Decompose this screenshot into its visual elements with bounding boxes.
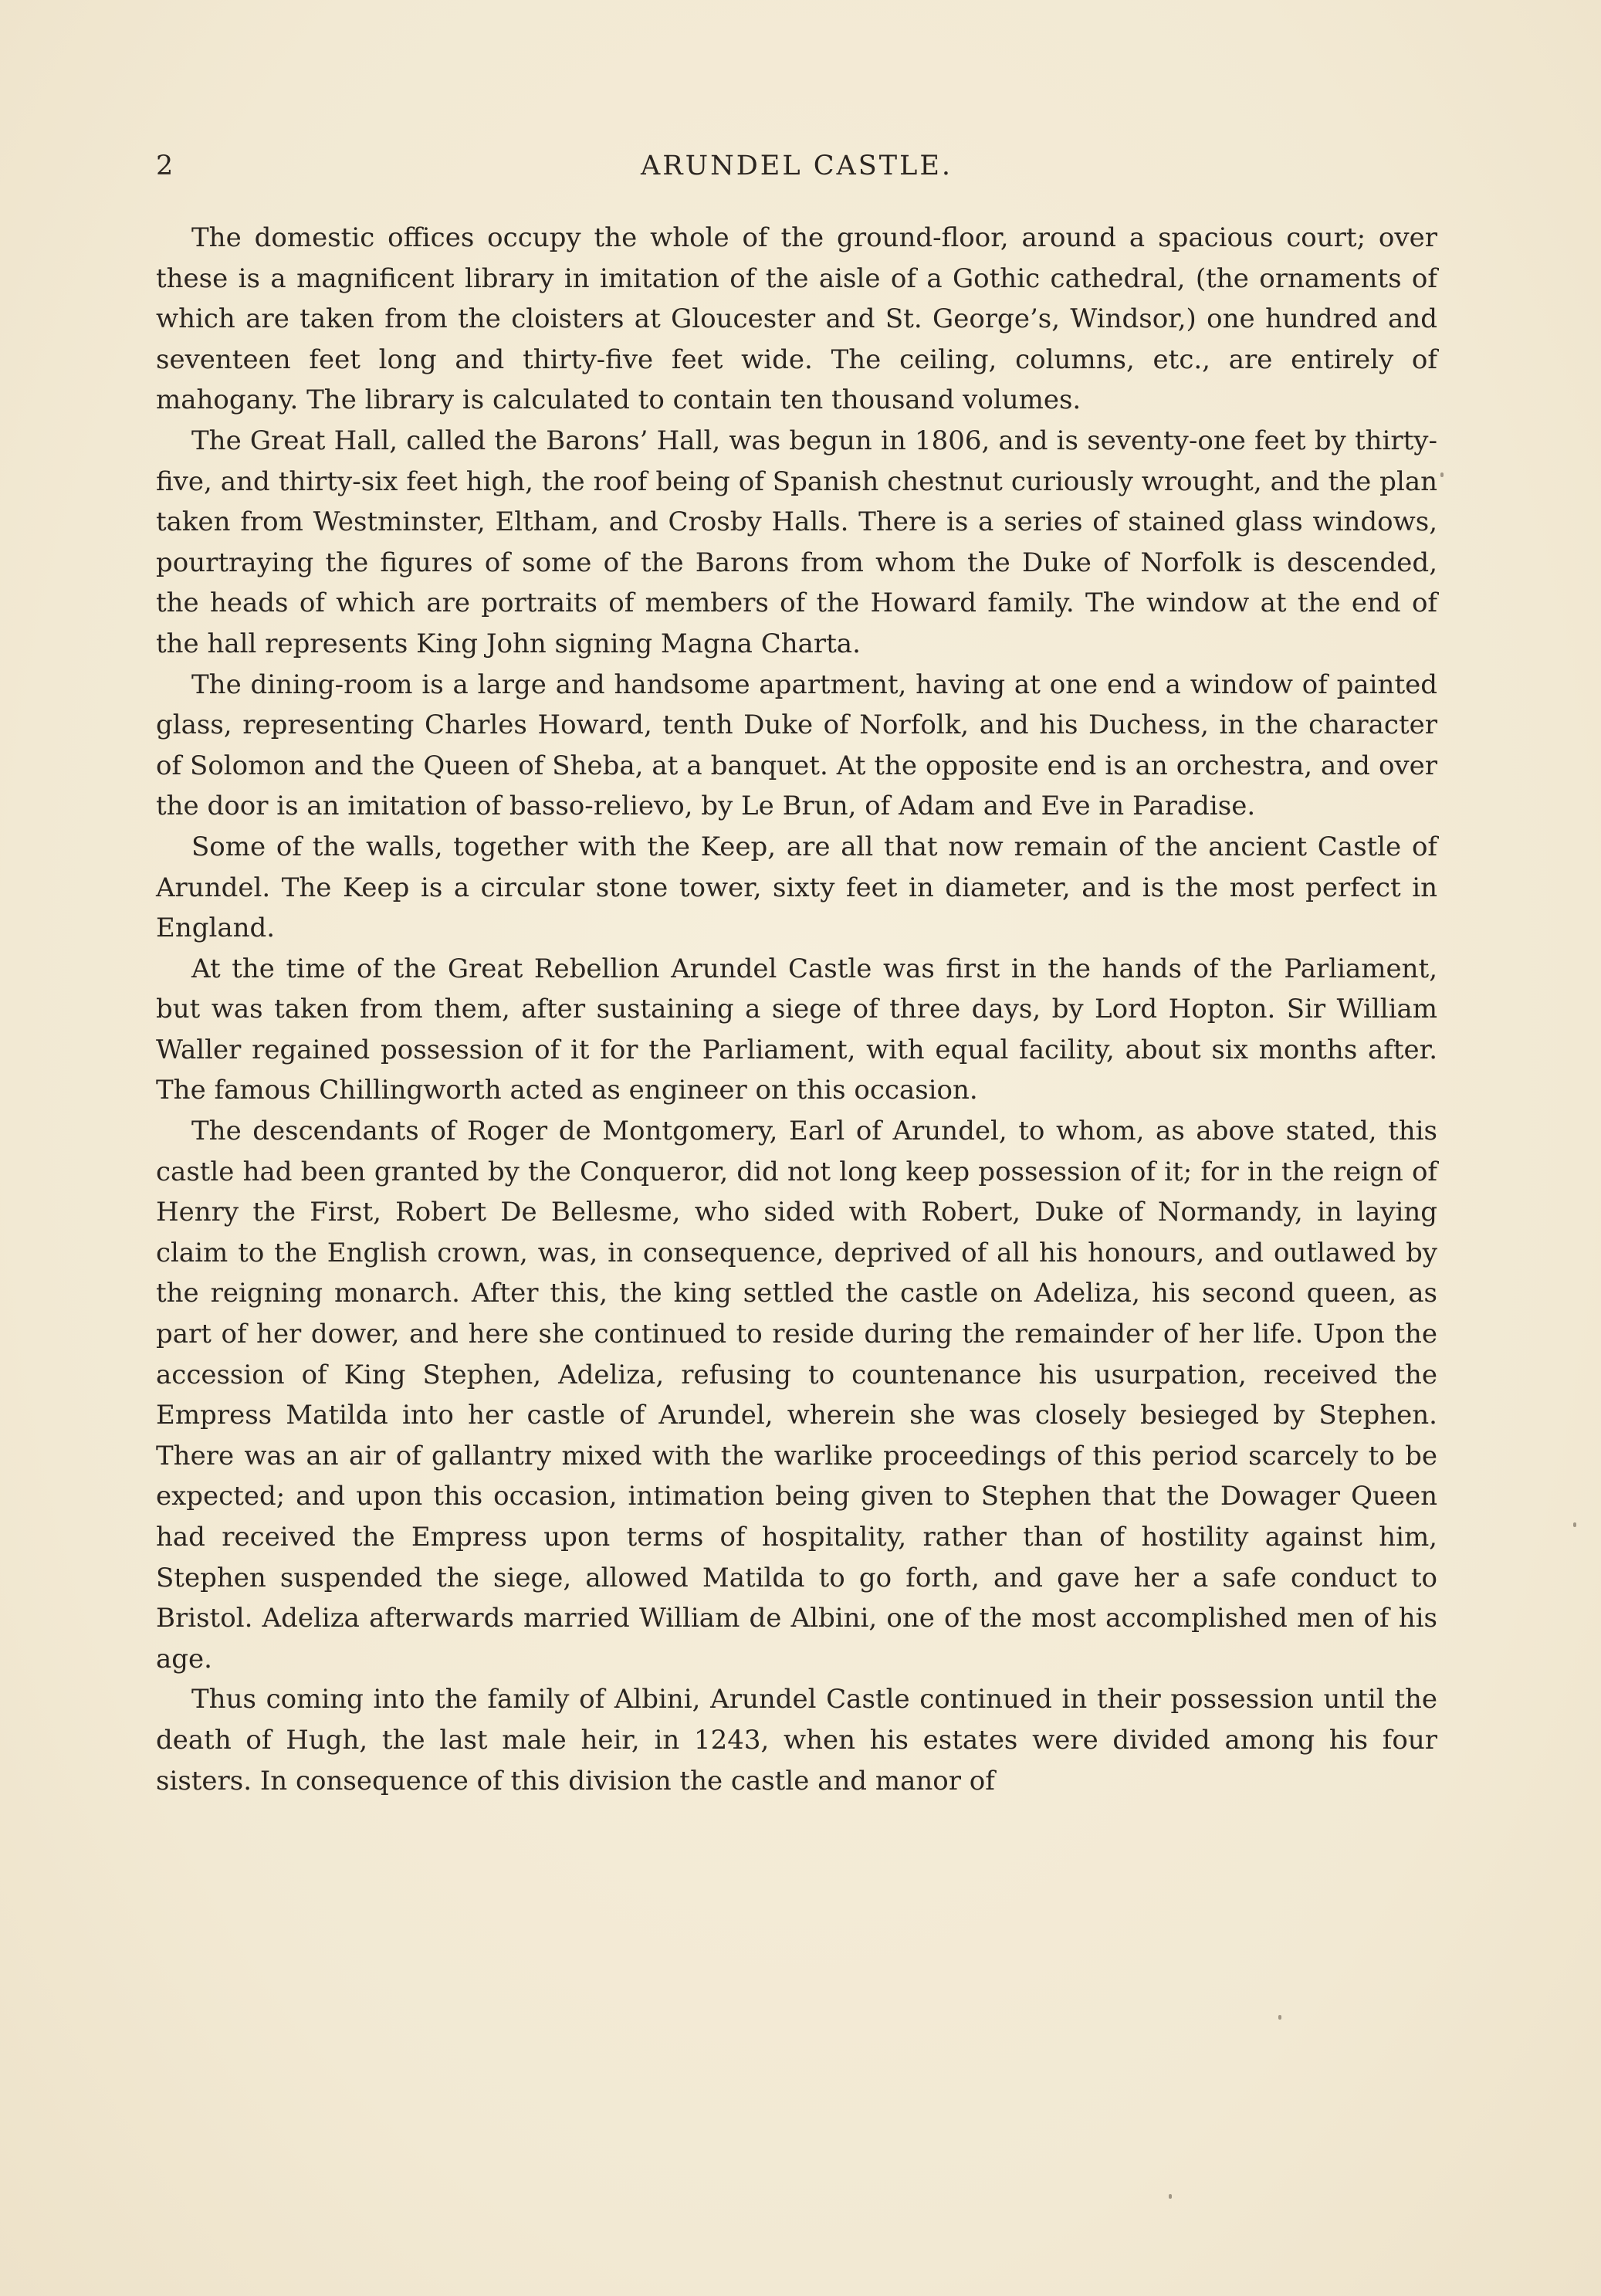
paper-speck bbox=[1278, 2015, 1281, 2020]
paper-speck bbox=[1573, 1522, 1576, 1527]
paper-speck bbox=[1440, 472, 1444, 477]
paragraph-great-rebellion: At the time of the Great Rebellion Arundel Castle was first in the hands of the Parliament, but was taken from them, after sustaining a siege of three days, by Lord Hopton. Sir William Waller regained possession of it for the Parliament, with equal facility, about six months after. The famous Chillingworth acted as engineer on this occasion. bbox=[156, 953, 1437, 1106]
body-text bbox=[156, 218, 1437, 1801]
paragraph-great-hall: The Great Hall, called the Barons’ Hall, was begun in 1806, and is seventy-one feet by thirty-five, and thirty-six feet high, the roof being of Spanish chestnut curiously wrought, and the plan taken from Westminster, Eltham, and Crosby Halls. There is a series of stained glass windows, pourtraying the figures of some of the Barons from whom the Duke of Norfolk is descended, the heads of which are portraits of members of the Howard family. The window at the end of the hall represents King John signing Magna Charta. bbox=[156, 425, 1437, 659]
paragraph-dining-room: The dining-room is a large and handsome apartment, having at one end a window of painted glass, representing Charles Howard, tenth Duke of Norfolk, and his Duchess, in the character of Solomon and the Queen of Sheba, at a banquet. At the opposite end is an orchestra, and over the door is an imitation of basso-relievo, by Le Brun, of Adam and Eve in Paradise. bbox=[156, 669, 1437, 822]
page-number: 2 bbox=[156, 151, 174, 181]
paragraph-albini-family: Thus coming into the family of Albini, Arundel Castle continued in their possession until the death of Hugh, the last male heir, in 1243, when his estates were divided among his four sisters. In consequence of this division the castle and manor of bbox=[156, 1684, 1437, 1797]
paragraph-keep: Some of the walls, together with the Keep, are all that now remain of the ancient Castle of Arundel. The Keep is a circular stone tower, sixty feet in diameter, and is the most perfect in England. bbox=[156, 831, 1437, 944]
paper-speck bbox=[1169, 2194, 1172, 2199]
paragraph-library: The domestic offices occupy the whole of the ground-floor, around a spacious court; over these is a magnificent library in imitation of the aisle of a Gothic cathedral, (the ornaments of which are taken from the cloisters at Gloucester and St. George’s, Windsor,) one hundred and seventeen feet long and thirty-five feet wide. The ceiling, columns, etc., are entirely of mahogany. The library is calculated to contain ten thousand volumes. bbox=[156, 222, 1437, 416]
paragraph-montgomery-descendants: The descendants of Roger de Montgomery, Earl of Arundel, to whom, as above stated, this castle had been granted by the Conqueror, did not long keep possession of it; for in the reign of Henry the First, Robert De Bellesme, who sided with Robert, Duke of Normandy, in laying claim to the English crown, was, in consequence, deprived of all his honours, and outlawed by the reigning monarch. After this, the king settled the castle on Adeliza, his second queen, as part of her dower, and here she continued to reside during the remainder of her life. Upon the accession of King Stephen, Adeliza, refusing to countenance his usurpation, received the Empress Matilda into her castle of Arundel, wherein she was closely besieged by Stephen. There was an air of gallantry mixed with the warlike proceedings of this period scarcely to be expected; and upon this occasion, intimation being given to Stephen that the Dowager Queen had received the Empress upon terms of hospitality, rather than of hostility against him, Stephen suspended the siege, allowed Matilda to go forth, and gave her a safe conduct to Bristol. Adeliza afterwards married William de Albini, one of the most accomplished men of his age. bbox=[156, 1116, 1437, 1675]
running-title: ARUNDEL CASTLE. bbox=[640, 151, 953, 181]
page-header bbox=[156, 147, 1437, 185]
